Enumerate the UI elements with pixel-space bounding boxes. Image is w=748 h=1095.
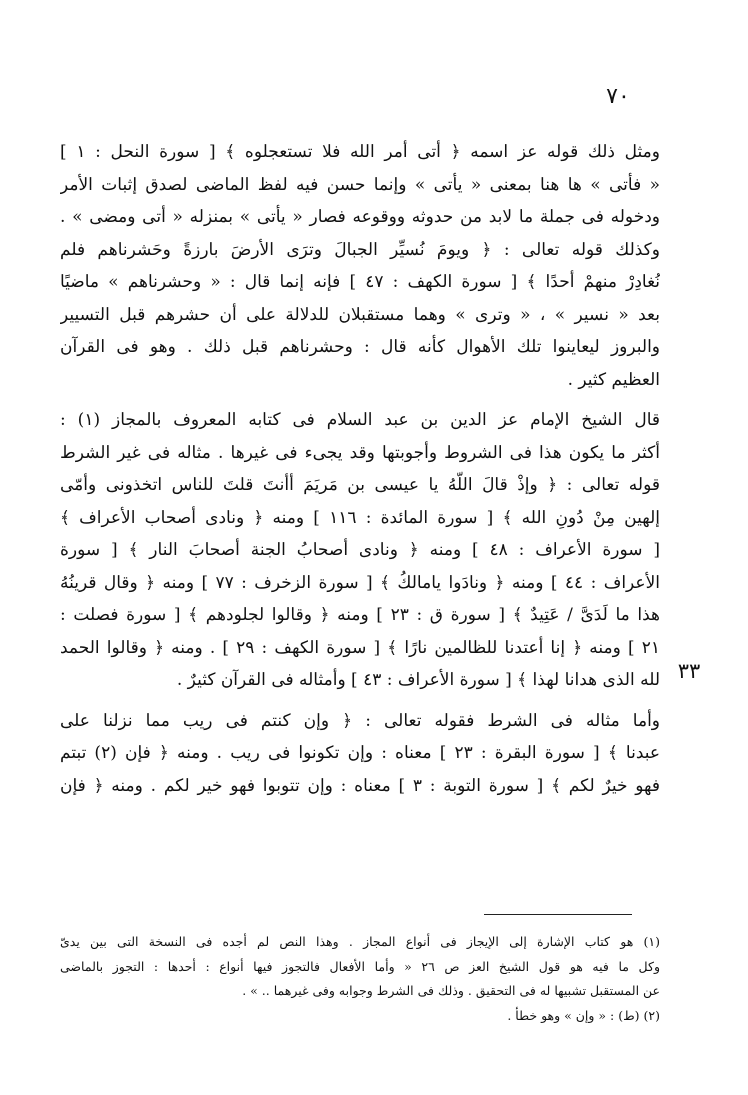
text-line: [ سورة الأعراف : ٤٨ ] ومنه ﴿ ونادى أصحابُ الجنة أصحابَ النار ﴾ [ سورة xyxy=(60,540,660,560)
footnote-line: (١) هو كتاب الإشارة إلى الإيجاز فى أنواع المجاز . وهذا النص لم أجده فى النسخة التى بين يدىّ xyxy=(60,934,660,949)
text-line: قال الشيخ الإمام عز الدين بن عبد السلام فى كتابه المعروف بالمجاز (١) : xyxy=(60,410,660,430)
text-line: هذا ما لَدَىَّ / عَتِيدٌ ﴾ [ سورة ق : ٢٣ ] ومنه ﴿ وقالوا لجلودهم ﴾ [ سورة فصلت : xyxy=(60,605,660,625)
text-line: « فأتى » ها هنا بمعنى « يأتى » وإنما حسن فيه لفظ الماضى لصدق إثبات الأمر xyxy=(60,174,660,195)
paragraph-gap xyxy=(60,697,660,705)
text-line: فهو خيرٌ لكم ﴾ [ سورة التوبة : ٣ ] معناه : وإن تتوبوا فهو خير لكم . ومنه ﴿ فإن xyxy=(60,775,660,796)
text-line: أكثر ما يكون هذا فى الشروط وأجوبتها وقد يجىء فى غيرها . مثاله فى غير الشرط xyxy=(60,442,660,463)
text-line: قوله تعالى : ﴿ وإذْ قالَ اللّهُ يا عيسى بن مَريَمَ أأنتَ قلتَ للناس اتخذونى وأمّى xyxy=(60,475,660,495)
footnote-divider xyxy=(484,914,632,915)
text-line: نُغادِرْ منهمْ أحدًا ﴾ [ سورة الكهف : ٤٧ ] فإنه إنما قال : « وحشرناهم » ماضيًا xyxy=(60,272,660,292)
text-line: إلهين مِنْ دُونِ الله ﴾ [ سورة المائدة : ١١٦ ] ومنه ﴿ ونادى أصحاب الأعراف ﴾ xyxy=(60,507,660,528)
text-line: ٢١ ] ومنه ﴿ إنا أعتدنا للظالمين نارًا ﴾ [ سورة الكهف : ٢٩ ] . ومنه ﴿ وقالوا الحمد xyxy=(60,637,660,658)
page-number: ٧٠ xyxy=(606,84,630,109)
footnote-line: وكل ما فيه هو قول الشيخ العز ص ٢٦ « وأما الأفعال فالتجوز فيها أنواع : أحدها : التجوز بالماضى xyxy=(60,958,660,974)
text-line: الأعراف : ٤٤ ] ومنه ﴿ ونادَوا يامالكُ ﴾ [ سورة الزخرف : ٧٧ ] ومنه ﴿ وقال قرينُهُ xyxy=(60,572,660,593)
text-line: عبدنا ﴾ [ سورة البقرة : ٢٣ ] معناه : وإن تكونوا فى ريب . ومنه ﴿ فإن (٢) تبتم xyxy=(60,743,660,763)
text-line: وكذلك قوله تعالى : ﴿ ويومَ نُسيِّر الجبالَ وترَى الأرضَ بارزةً وحَشرناهم فلم xyxy=(60,239,660,260)
text-line: ومثل ذلك قوله عز اسمه ﴿ أتى أمر الله فلا تستعجلوه ﴾ [ سورة النحل : ١ ] xyxy=(60,142,660,162)
text-line: وأما مثاله فى الشرط فقوله تعالى : ﴿ وإن كنتم فى ريب مما نزلنا على xyxy=(60,710,660,731)
paragraph-gap xyxy=(60,396,660,404)
text-line: العظيم كثير . xyxy=(567,369,660,390)
text-line: بعد « نسير » ، « وترى » وهما مستقبلان للدلالة على أن حشرهم قبل التسيير xyxy=(60,304,660,325)
footnotes xyxy=(60,930,660,1028)
footnote-line: عن المستقبل تشبيها له فى التحقيق . وذلك فى الشرط وجوابه وفى غيرهما .. » . xyxy=(242,983,660,998)
text-line: ودخوله فى جملة ما لابد من حدوثه ووقوعه فصار « يأتى » بمنزله « أتى ومضى » . xyxy=(60,207,660,227)
text-line: لله الذى هدانا لهذا ﴾ [ سورة الأعراف : ٤٣ ] وأمثاله فى القرآن كثيرٌ . xyxy=(176,670,660,690)
margin-page-reference: ٣٣ xyxy=(677,659,701,683)
footnote-line: (٢) (ط) : « وإن » وهو خطأ . xyxy=(507,1007,660,1023)
main-text xyxy=(60,136,660,802)
text-line: والبروز ليعاينوا تلك الأهوال كأنه قال : وحشرناهم قبل ذلك . وهو فى القرآن xyxy=(60,337,660,357)
